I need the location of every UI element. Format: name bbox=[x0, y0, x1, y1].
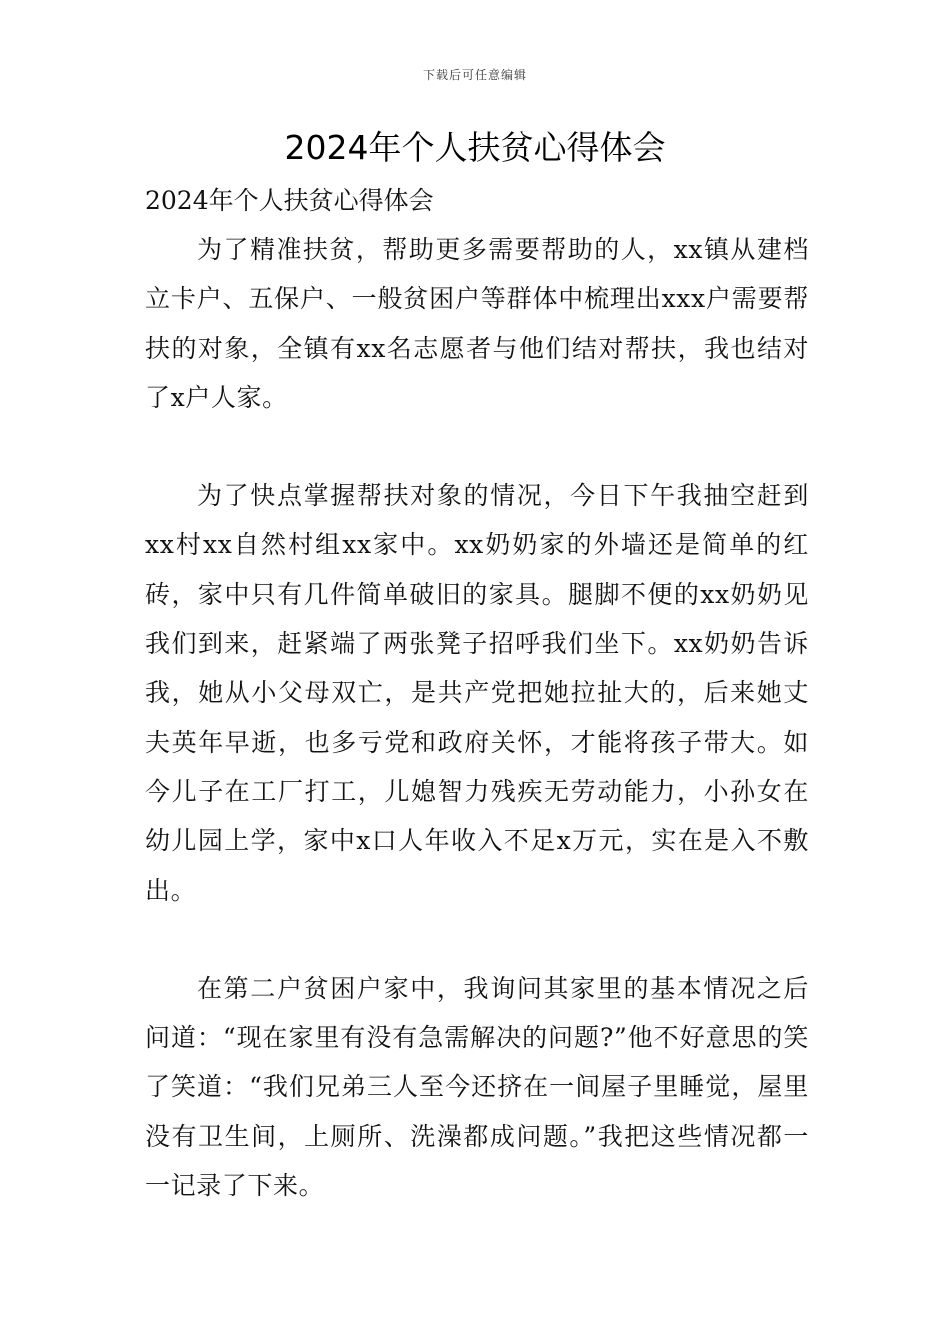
header-note: 下载后可任意编辑 bbox=[422, 68, 527, 82]
paragraph-spacer bbox=[145, 422, 809, 471]
paragraph-spacer bbox=[145, 915, 809, 964]
page-title: 2024年个人扶贫心得体会 bbox=[284, 128, 666, 167]
document-subtitle: 2024年个人扶贫心得体会 bbox=[145, 186, 434, 215]
document-body bbox=[145, 176, 809, 1210]
paragraph-3: 在第二户贫困户家中，我询问其家里的基本情况之后问道：“现在家里有没有急需解决的问题?”他不好意思的笑了笑道：“我们兄弟三人至今还挤在一间屋子里睡觉，屋里没有卫生间，上厕所、洗澡都成问题。”我把这些情况都一一记录了下来。 bbox=[145, 973, 809, 1201]
paragraph-2: 为了快点掌握帮扶对象的情况，今日下午我抽空赶到xx村xx自然村组xx家中。xx奶奶家的外墙还是简单的红砖，家中只有几件简单破旧的家具。腿脚不便的xx奶奶见我们到来，赶紧端了两张凳子招呼我们坐下。xx奶奶告诉我，她从小父母双亡，是共产党把她拉扯大的，后来她丈夫英年早逝，也多亏党和政府关怀，才能将孩子带大。如今儿子在工厂打工，儿媳智力残疾无劳动能力，小孙女在幼儿园上学，家中x口人年收入不足x万元，实在是入不敷出。 bbox=[145, 481, 809, 905]
paragraph-1: 为了精准扶贫，帮助更多需要帮助的人，xx镇从建档立卡户、五保户、一般贫困户等群体中梳理出xxx户需要帮扶的对象，全镇有xx名志愿者与他们结对帮扶，我也结对了x户人家。 bbox=[145, 235, 809, 412]
